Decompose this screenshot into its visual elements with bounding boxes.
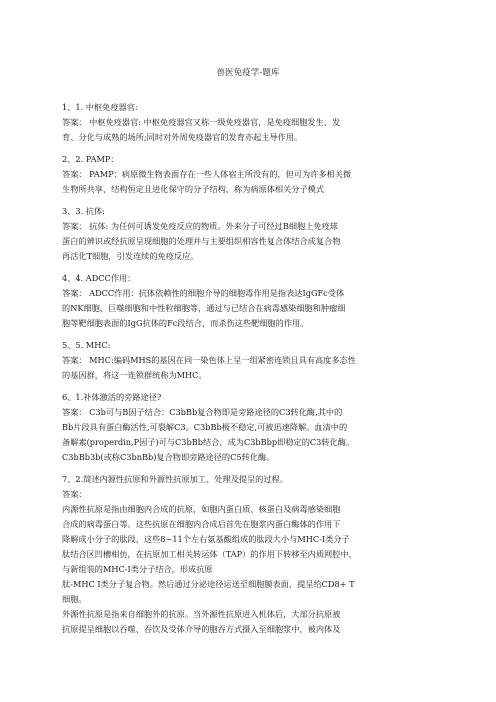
answer-line: C3bBb3b(或称C3bnBb)复合物即旁路途径的C5转化酶。 bbox=[62, 452, 275, 462]
answer-line: 合成的病毒蛋白等。这些抗原在细胞内合成后首先在胞浆内蛋白酶体的作用下 bbox=[62, 519, 341, 529]
answer-text bbox=[62, 167, 440, 197]
answer-line: 答案： ADCC作用：抗体依赖性的细胞介导的细胞毒作用是指表达IgGFc受体 bbox=[62, 288, 345, 298]
answer-line: 答案： C3b可与B因子结合：C3bBb复合物即是旁路途径的C3转化酶,其中的 bbox=[62, 407, 343, 417]
answer-line: 答案： MHC:编码MHS的基因在同一染色体上呈一组紧密连锁且具有高度多态性 bbox=[62, 355, 356, 365]
answer-line: 答案： 抗体: 为任何可诱发免疫反应的物质。外来分子可经过B细胞上免疫球 bbox=[62, 221, 338, 231]
question-item bbox=[62, 390, 440, 465]
answer-text bbox=[62, 405, 440, 465]
answer-line: 备解素(properdin,P因子)可与C3bBb结合，成为C3bBbp即稳定的C3转化酶。 bbox=[62, 437, 355, 447]
answer-line: 的NK细胞、巨噬细胞和中性粒细胞等，通过与已结合在病毒感染细胞和肿瘤细 bbox=[62, 303, 346, 313]
question-item bbox=[62, 152, 440, 197]
answer-text bbox=[62, 487, 440, 637]
answer-line: 胞等靶细胞表面的IgG抗体的Fc段结合，而杀伤这些靶细胞的作用。 bbox=[62, 318, 309, 328]
question-item bbox=[62, 338, 440, 383]
answer-line: 育、分化与成熟的场所;同时对外周免疫器官的发育亦起主导作用。 bbox=[62, 132, 303, 142]
answer-text bbox=[62, 286, 440, 331]
question-item bbox=[62, 100, 440, 145]
answer-text bbox=[62, 219, 440, 264]
answer-line: 蛋白的辨识或经抗原呈现细胞的处理并与主要组织相容性复合体结合成复合物 bbox=[62, 236, 341, 246]
page-title: 兽医免疫学-题库 bbox=[216, 67, 280, 77]
answer-line: 再活化T细胞，引发连续的免疫反应。 bbox=[62, 251, 199, 261]
answer-line: 生物所共享，结构恒定且进化保守的分子结构，称为病原体相关分子模式 bbox=[62, 184, 325, 194]
question-text: 2、2. PAMP： bbox=[62, 154, 119, 164]
answer-line: Bb片段具有蛋白酶活性,可裂解C3。C3bBb极不稳定,可被迅速降解。血清中的 bbox=[62, 422, 348, 432]
answer-line: 的基因群，将这一连锁群统称为MHC。 bbox=[62, 370, 207, 380]
question-text: 3、3. 抗体: bbox=[62, 206, 105, 216]
question-item bbox=[62, 472, 440, 637]
answer-line: 外源性抗原是指来自细胞外的抗原。当外源性抗原进入机体后，大部分抗原被 bbox=[62, 609, 341, 619]
answer-line: 答案： bbox=[62, 489, 87, 499]
answer-line: 答案： 中枢免疫器官: 中枢免疫器官又称一级免疫器官，是免疫细胞发生、发 bbox=[62, 117, 341, 127]
answer-line: 细胞。 bbox=[62, 594, 87, 604]
question-item bbox=[62, 204, 440, 264]
question-text: 6、1.补体激活的旁路途径? bbox=[62, 392, 162, 402]
answer-line: 抗原提呈细胞以吞噬、吞饮及受体介导的胞吞方式摄入至细胞浆中，被内体及 bbox=[62, 624, 341, 634]
question-text: 4、4. ADCC作用： bbox=[62, 273, 136, 283]
question-list bbox=[62, 100, 440, 644]
question-text: 7、2.简述内源性抗原和外源性抗原加工、处理及提呈的过程。 bbox=[62, 474, 288, 484]
answer-line: 内源性抗原是指由细胞内合成的抗原，如胞内蛋白质、核蛋白及病毒感染细胞 bbox=[62, 504, 341, 514]
answer-line: 肽结合区凹槽相仿，在抗原加工相关转运体（TAP）的作用下转移至内质网腔中， bbox=[62, 549, 357, 559]
answer-text bbox=[62, 353, 440, 383]
answer-line: 肽-MHC I类分子复合物。然后通过分泌途径运送至细胞膜表面，提呈给CD8+ T bbox=[62, 579, 355, 589]
question-item bbox=[62, 271, 440, 331]
answer-line: 答案： PAMP：病原微生物表面存在一些人体宿主所没有的，但可为许多相关微 bbox=[62, 169, 352, 179]
answer-line: 与新组装的MHC-I类分子结合，形成抗原 bbox=[62, 564, 213, 574]
answer-line: 降解成小分子的肽段，这些8~11个左右氨基酸组成的肽段大小与MHC-I类分子 bbox=[62, 534, 350, 544]
answer-text bbox=[62, 115, 440, 145]
question-text: 5、5. MHC: bbox=[62, 340, 111, 350]
question-text: 1、1. 中枢免疫器官: bbox=[62, 102, 138, 112]
